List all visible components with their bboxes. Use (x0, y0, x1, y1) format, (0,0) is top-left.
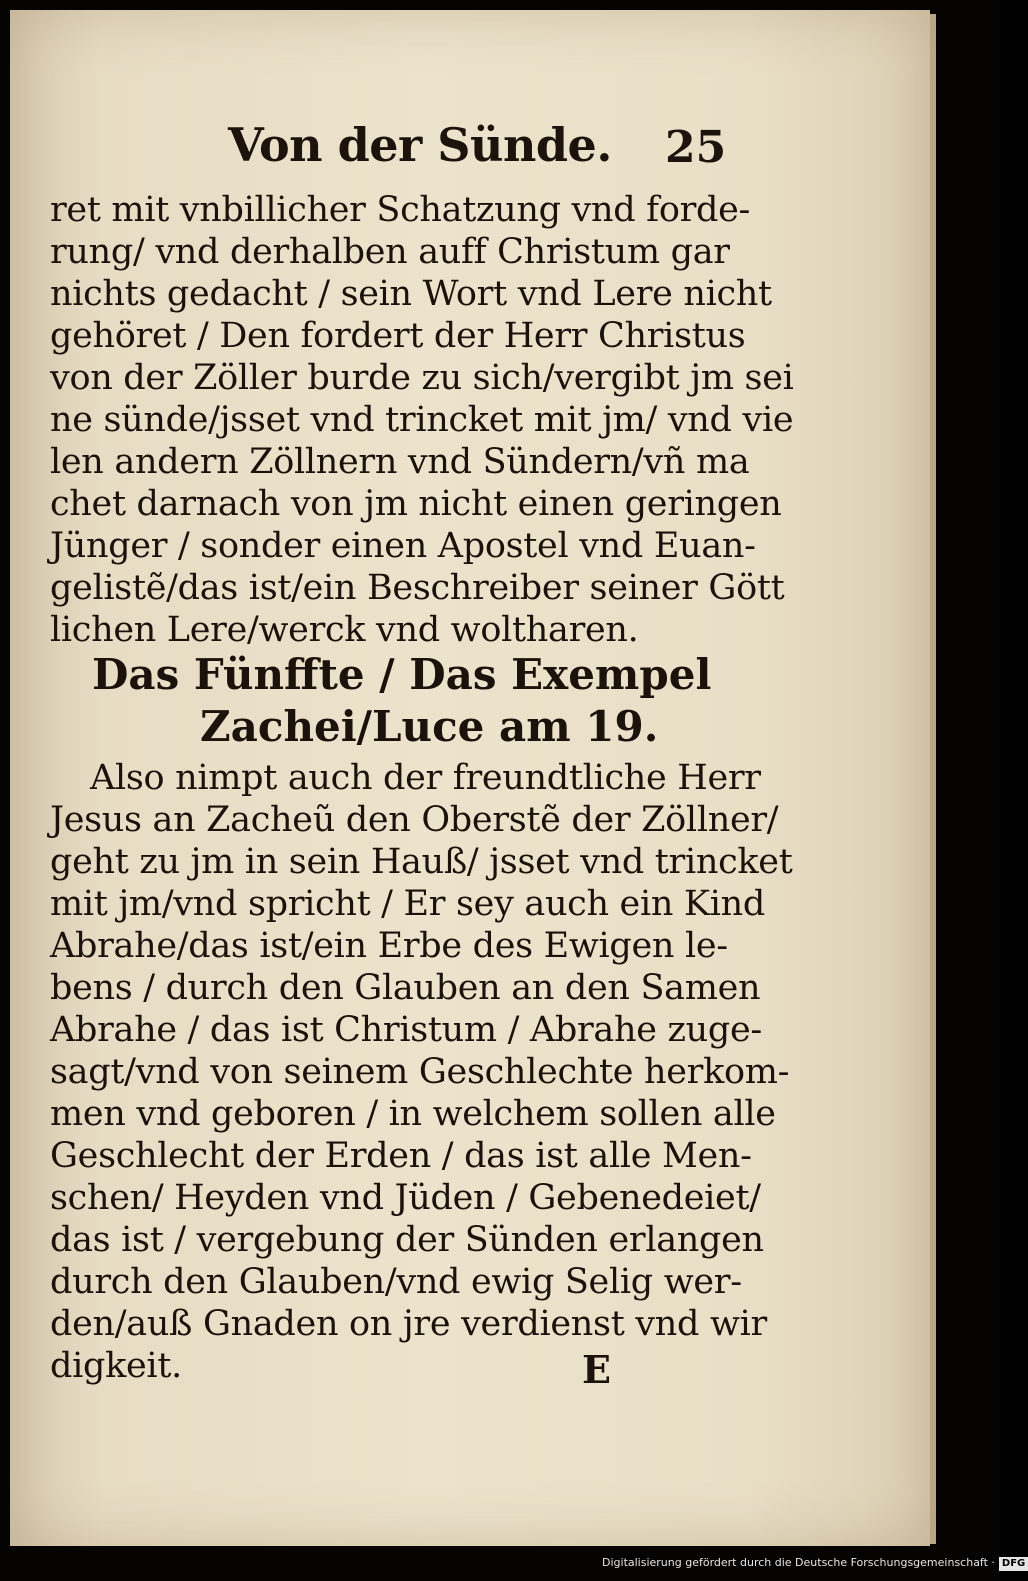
text-line: Also nimpt auch der freundtliche Herr (90, 758, 761, 798)
running-head (10, 118, 930, 188)
catchword: E (582, 1347, 611, 1392)
text-line: von der Zöller burde zu sich/vergibt jm sei (50, 358, 794, 398)
text-line: geht zu jm in sein Hauß/ jsset vnd trincket (50, 842, 793, 882)
dfg-logo: DFG (999, 1557, 1028, 1571)
text-line: Abrahe/das ist/ein Erbe des Ewigen le- (50, 926, 728, 966)
text-line: bens / durch den Glauben an den Samen (50, 968, 761, 1008)
page-number: 25 (665, 122, 727, 173)
text-line: ne sünde/jsset vnd trincket mit jm/ vnd vie (50, 400, 794, 440)
text-line: lichen Lere/werck vnd woltharen. (50, 610, 639, 650)
text-line: durch den Glauben/vnd ewig Selig wer- (50, 1262, 742, 1302)
text-line: gelistẽ/das ist/ein Beschreiber seiner Gött (50, 568, 785, 608)
text-line: len andern Zöllnern vnd Sündern/vñ ma (50, 442, 750, 482)
section-heading-line-1: Das Fünffte / Das Exempel (92, 650, 712, 699)
text-line: den/auß Gnaden on jre verdienst vnd wir (50, 1304, 767, 1344)
book-page (10, 10, 930, 1546)
text-line: men vnd geboren / in welchem sollen alle (50, 1094, 776, 1134)
text-line: gehöret / Den fordert der Herr Christus (50, 316, 746, 356)
text-line: ret mit vnbillicher Schatzung vnd forde- (50, 190, 751, 230)
text-line: nichts gedacht / sein Wort vnd Lere nicht (50, 274, 772, 314)
page-edge (930, 14, 936, 1544)
text-line: schen/ Heyden vnd Jüden / Gebenedeiet/ (50, 1178, 761, 1218)
section-heading-line-2: Zachei/Luce am 19. (200, 702, 659, 751)
text-line: Abrahe / das ist Christum / Abrahe zuge- (50, 1010, 762, 1050)
text-line: mit jm/vnd spricht / Er sey auch ein Kind (50, 884, 766, 924)
text-line: Jünger / sonder einen Apostel vnd Euan- (50, 526, 756, 566)
text-line: chet darnach von jm nicht einen geringen (50, 484, 782, 524)
text-line: rung/ vnd derhalben auff Christum gar (50, 232, 730, 272)
footer-text: Digitalisierung gefördert durch die Deutsche Forschungsgemeinschaft · (602, 1556, 995, 1569)
text-line: digkeit. (50, 1346, 182, 1386)
running-head-title: Von der Sünde. (228, 118, 612, 172)
text-line: das ist / vergebung der Sünden erlangen (50, 1220, 764, 1260)
text-line: sagt/vnd von seinem Geschlechte herkom- (50, 1052, 790, 1092)
footer-credit (602, 1556, 1028, 1576)
text-line: Geschlecht der Erden / das ist alle Men- (50, 1136, 752, 1176)
text-line: Jesus an Zacheũ den Oberstẽ der Zöllner/ (50, 800, 779, 840)
